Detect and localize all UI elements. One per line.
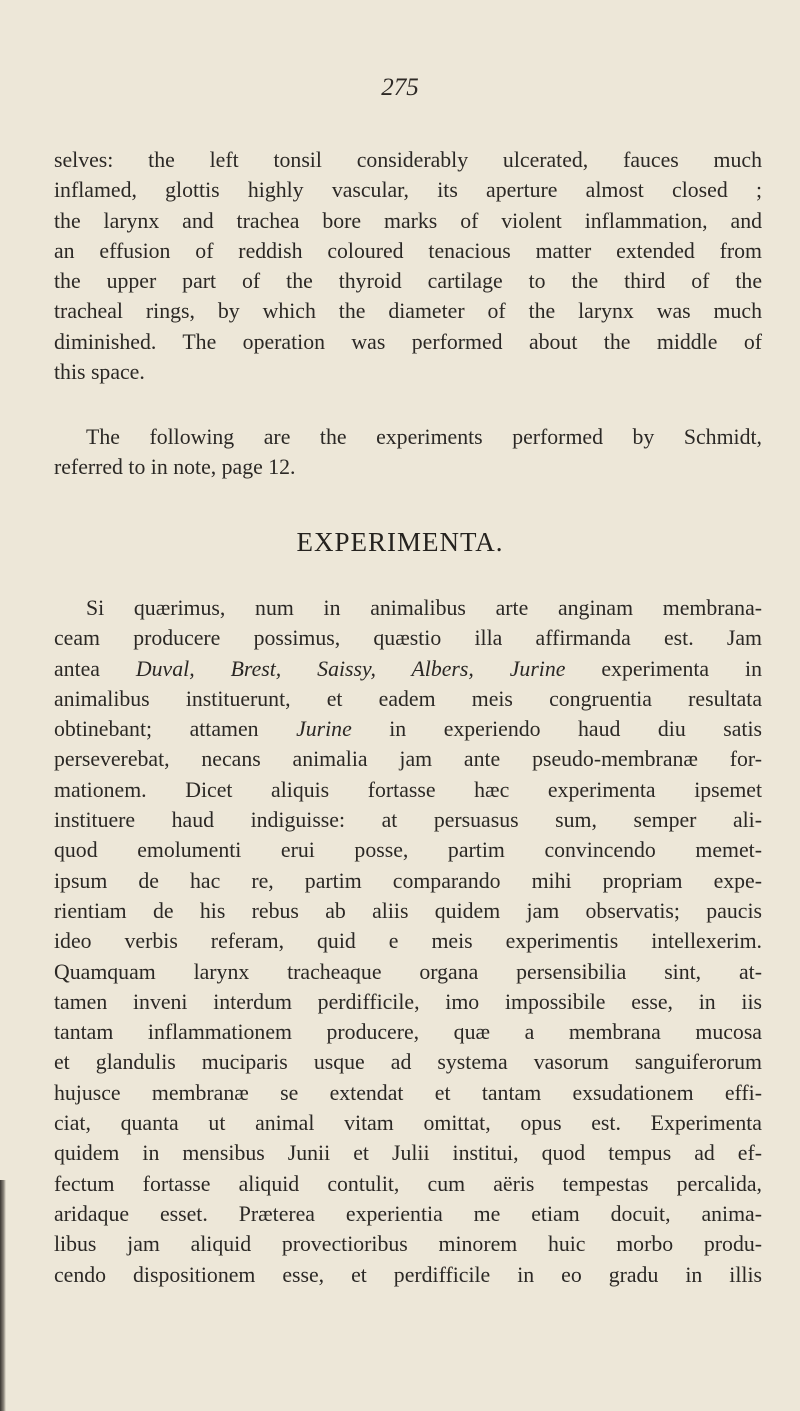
text-line: selves: the left tonsil considerably ulcerated, fauces much — [54, 148, 762, 172]
text-line: perseverebat, necans animalia jam ante pseudo-membranæ for- — [54, 747, 762, 772]
text-segment: antea — [54, 656, 136, 681]
text-line: an effusion of reddish coloured tenacious matter extended from — [54, 238, 762, 263]
italic-author-name: Jurine — [296, 717, 352, 742]
text-line: ceam producere possimus, quæstio illa affirmanda est. Jam — [54, 626, 762, 651]
text-line: inflamed, glottis highly vascular, its aperture almost closed ; — [54, 178, 762, 203]
text-line: instituere haud indiguisse: at persuasus sum, semper ali- — [54, 808, 762, 833]
text-line: the larynx and trachea bore marks of violent inflammation, and — [54, 208, 762, 233]
text-line: libus jam aliquid provectioribus minorem huic morbo produ- — [54, 1232, 762, 1257]
text-line: ipsum de hac re, partim comparando mihi propriam expe- — [54, 868, 762, 893]
text-line: Si quærimus, num in animalibus arte anginam membrana- — [86, 596, 762, 620]
text-line: ideo verbis referam, quid e meis experimentis intellexerim. — [54, 929, 762, 954]
text-line: tracheal rings, by which the diameter of the larynx was much — [54, 299, 762, 324]
text-segment: in experiendo haud diu satis — [351, 717, 762, 742]
text-line — [54, 714, 762, 744]
text-line: aridaque esset. Præterea experientia me etiam docuit, anima- — [54, 1201, 762, 1226]
italic-author-names: Duval, Brest, Saissy, Albers, Jurine — [135, 656, 566, 681]
paragraph-experiments-intro — [54, 422, 762, 483]
text-line: animalibus instituerunt, et eadem meis congruentia resultata — [54, 686, 762, 711]
paragraph-experimenta-latin — [54, 593, 762, 1290]
text-line: this space. — [54, 360, 145, 385]
text-line: hujusce membranæ se extendat et tantam exsudationem effi- — [54, 1080, 762, 1105]
page-number: 275 — [381, 74, 419, 101]
text-line: fectum fortasse aliquid contulit, cum aëris tempestas percalida, — [54, 1171, 762, 1196]
text-line: ciat, quanta ut animal vitam omittat, opus est. Experimenta — [54, 1111, 762, 1136]
text-line — [54, 654, 762, 684]
text-line: quidem in mensibus Junii et Julii institui, quod tempus ad ef- — [54, 1141, 762, 1166]
text-line: et glandulis muciparis usque ad systema vasorum sanguiferorum — [54, 1050, 762, 1075]
text-line: cendo dispositionem esse, et perdifficile in eo gradu in illis — [54, 1262, 762, 1287]
text-line: tantam inflammationem producere, quæ a membrana mucosa — [54, 1020, 762, 1045]
text-line: quod emolumenti erui posse, partim convincendo memet- — [54, 838, 762, 863]
paragraph-case-description — [54, 145, 762, 387]
section-heading: EXPERIMENTA. — [296, 527, 504, 557]
page-edge-shadow — [0, 1180, 6, 1411]
text-line: the upper part of the thyroid cartilage to the third of the — [54, 269, 762, 294]
text-line: The following are the experiments performed by Schmidt, — [86, 425, 762, 449]
text-segment: obtinebant; attamen — [54, 717, 297, 742]
text-line: tamen inveni interdum perdifficile, imo impossibile esse, in iis — [54, 989, 762, 1014]
text-line: diminished. The operation was performed about the middle of — [54, 329, 762, 354]
text-line: referred to in note, page 12. — [54, 455, 296, 480]
text-line: mationem. Dicet aliquis fortasse hæc experimenta ipsemet — [54, 777, 762, 802]
text-line: Quamquam larynx tracheaque organa persensibilia sint, at- — [54, 959, 762, 984]
text-line: rientiam de his rebus ab aliis quidem jam observatis; paucis — [54, 898, 762, 923]
text-segment: experimenta in — [565, 656, 762, 681]
